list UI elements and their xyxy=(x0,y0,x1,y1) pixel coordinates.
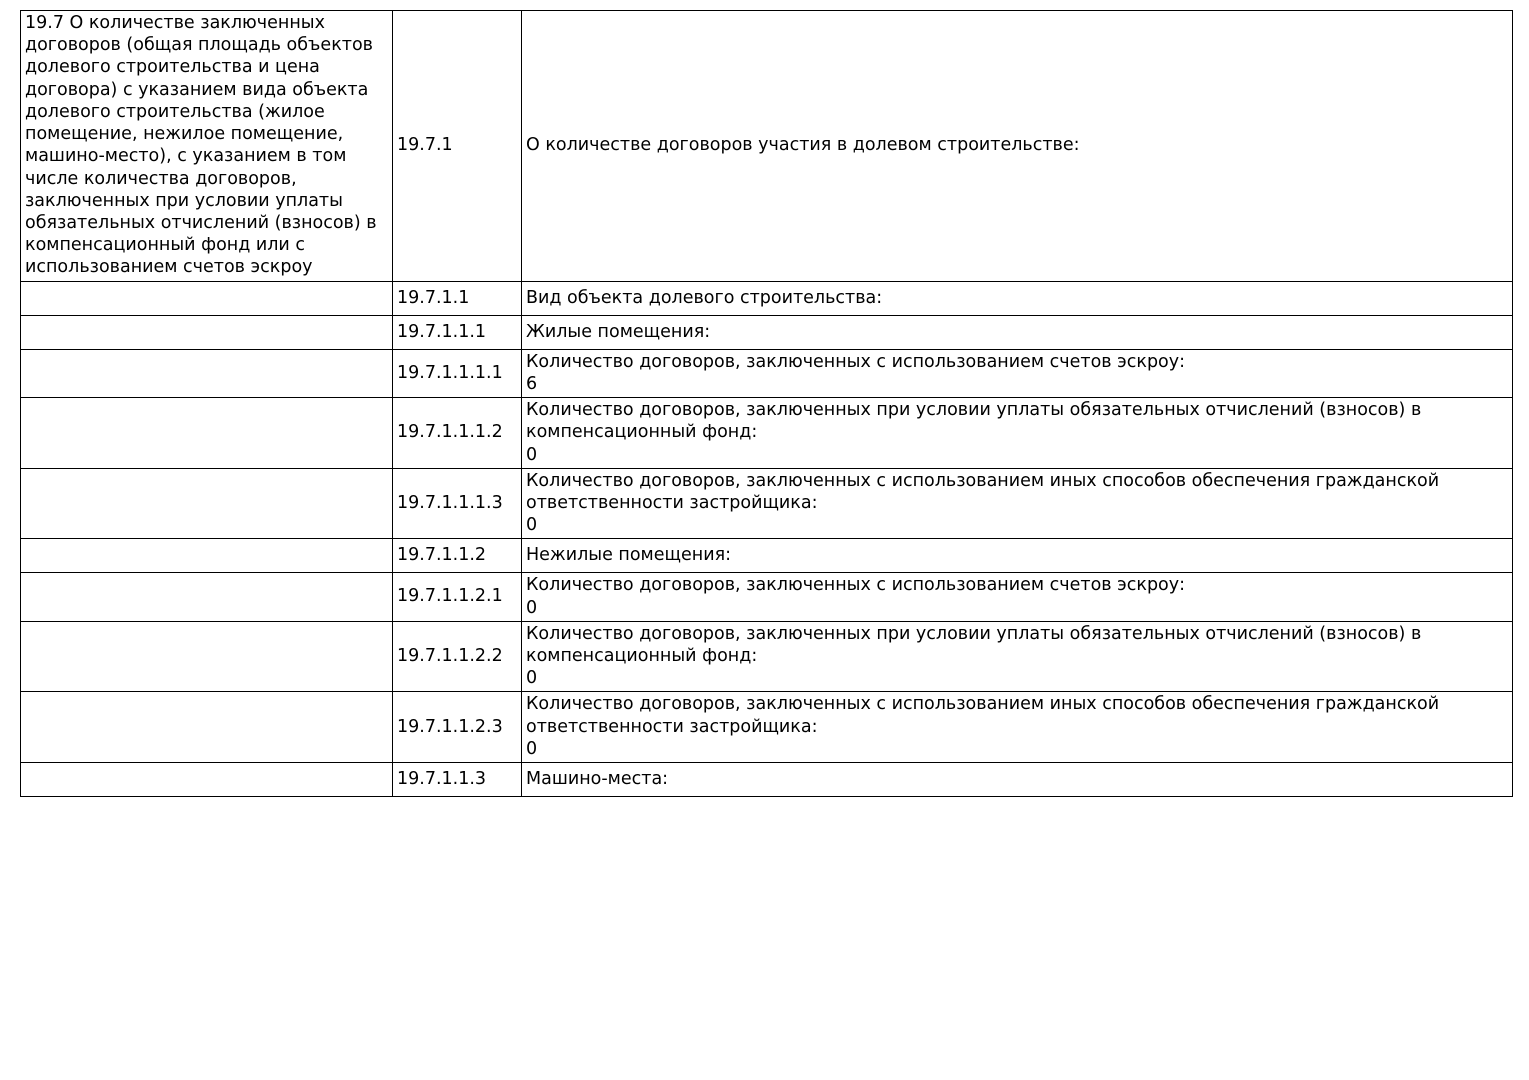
table-row xyxy=(21,573,1513,621)
empty-cell xyxy=(21,621,393,692)
empty-cell xyxy=(21,573,393,621)
declaration-table xyxy=(20,10,1513,797)
row-value-text: Количество договоров, заключенных при условии уплаты обязательных отчислений (взносов) в компенсационный фонд: xyxy=(526,400,1422,443)
row-value-text: Количество договоров, заключенных с использованием иных способов обеспечения гражданской ответственности застройщика: xyxy=(526,694,1440,737)
empty-cell xyxy=(21,349,393,397)
row-value-number: 0 xyxy=(526,597,538,618)
empty-cell xyxy=(21,539,393,573)
empty-cell xyxy=(21,315,393,349)
row-value-text: Вид объекта долевого строительства: xyxy=(526,287,883,308)
table-row xyxy=(21,621,1513,692)
declaration-table-body xyxy=(21,11,1513,797)
row-value-number: 0 xyxy=(526,515,538,536)
table-row xyxy=(21,468,1513,539)
row-value-text: Жилые помещения: xyxy=(526,321,711,342)
row-code-cell: 19.7.1.1.2 xyxy=(393,539,522,573)
row-value-text: Количество договоров, заключенных с использованием иных способов обеспечения гражданской ответственности застройщика: xyxy=(526,470,1440,513)
row-value-cell xyxy=(522,621,1513,692)
row-code-cell: 19.7.1.1.3 xyxy=(393,763,522,797)
table-row xyxy=(21,281,1513,315)
row-value-text: Количество договоров, заключенных с использованием счетов эскроу: xyxy=(526,351,1186,372)
row-value-cell xyxy=(522,349,1513,397)
row-code-cell: 19.7.1.1.1.3 xyxy=(393,468,522,539)
empty-cell xyxy=(21,763,393,797)
table-row xyxy=(21,539,1513,573)
row-code-cell: 19.7.1.1.1 xyxy=(393,315,522,349)
row-code-cell: 19.7.1.1.2.2 xyxy=(393,621,522,692)
row-code-cell: 19.7.1.1.1.2 xyxy=(393,398,522,469)
row-code-cell: 19.7.1.1 xyxy=(393,281,522,315)
section-description-cell: 19.7 О количестве заключенных договоров (общая площадь объектов долевого строительства и цена договора) с указанием вида объекта долевого строительства (жилое помещение, нежилое помещение, машино-место), с указанием в том числе количества договоров, заключенных при условии уплаты обязательных отчислений (взносов) в компенсационный фонд или с использованием счетов эскроу xyxy=(21,11,393,282)
row-value-cell xyxy=(522,281,1513,315)
table-row xyxy=(21,349,1513,397)
empty-cell xyxy=(21,692,393,763)
row-value-text: Нежилые помещения: xyxy=(526,545,732,566)
row-value-number: 0 xyxy=(526,668,538,689)
table-row xyxy=(21,315,1513,349)
row-value-cell xyxy=(522,398,1513,469)
table-row xyxy=(21,398,1513,469)
row-value-cell xyxy=(522,539,1513,573)
row-value-text: Количество договоров, заключенных с использованием счетов эскроу: xyxy=(526,575,1186,596)
table-row xyxy=(21,11,1513,282)
row-value-cell xyxy=(522,692,1513,763)
row-value-number: 6 xyxy=(526,373,538,394)
row-value-cell xyxy=(522,573,1513,621)
empty-cell xyxy=(21,398,393,469)
row-value-cell xyxy=(522,763,1513,797)
row-code-cell: 19.7.1 xyxy=(393,11,522,282)
row-value-cell xyxy=(522,11,1513,282)
row-value-cell xyxy=(522,315,1513,349)
row-value-text: О количестве договоров участия в долевом строительстве: xyxy=(526,135,1080,156)
row-value-number: 0 xyxy=(526,738,538,759)
row-value-cell xyxy=(522,468,1513,539)
row-code-cell: 19.7.1.1.2.3 xyxy=(393,692,522,763)
row-value-text: Машино-места: xyxy=(526,769,669,790)
table-row xyxy=(21,763,1513,797)
empty-cell xyxy=(21,281,393,315)
empty-cell xyxy=(21,468,393,539)
row-value-text: Количество договоров, заключенных при условии уплаты обязательных отчислений (взносов) в компенсационный фонд: xyxy=(526,623,1422,667)
row-value-number: 0 xyxy=(526,444,538,465)
row-code-cell: 19.7.1.1.1.1 xyxy=(393,349,522,397)
table-row xyxy=(21,692,1513,763)
row-code-cell: 19.7.1.1.2.1 xyxy=(393,573,522,621)
